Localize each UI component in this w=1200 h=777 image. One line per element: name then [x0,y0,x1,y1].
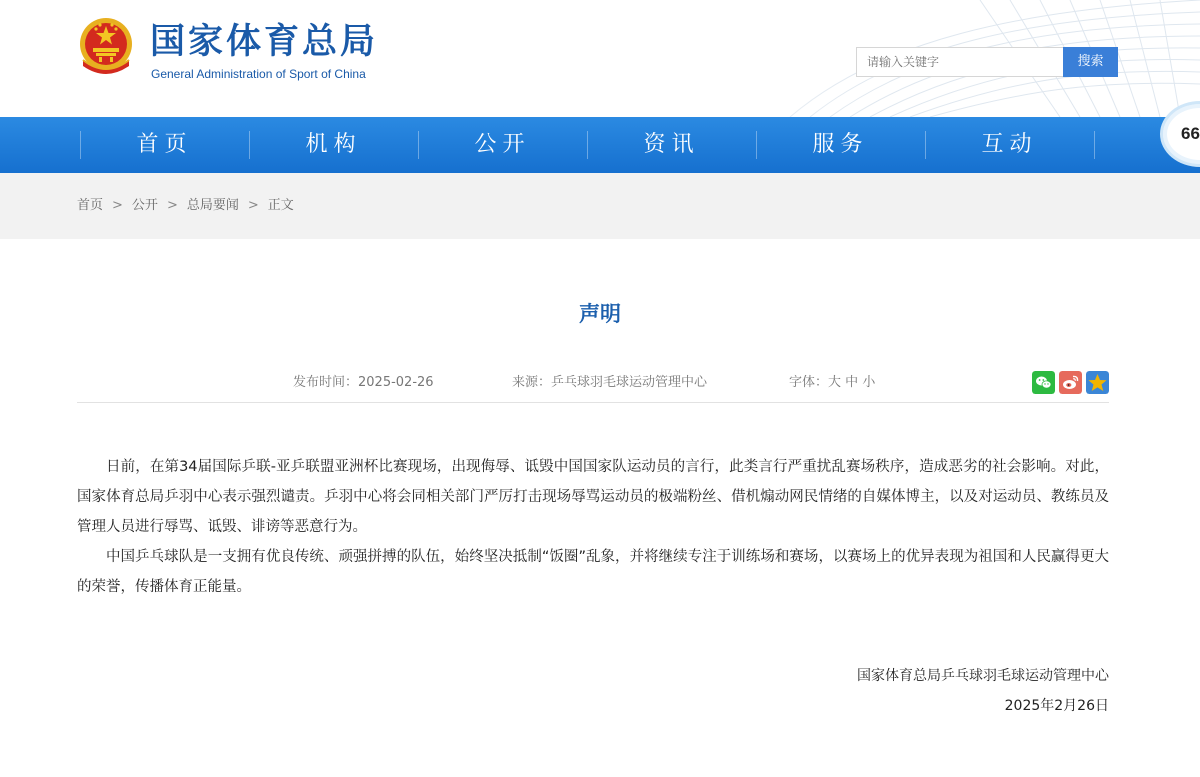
qzone-icon[interactable] [1086,371,1109,394]
breadcrumb-separator: > [112,198,123,213]
floating-badge-text: 66 [1181,124,1200,143]
nav-item-services[interactable]: 服务 [812,132,869,157]
nav-item-news[interactable]: 资讯 [643,132,700,157]
article-paragraph: 中国乒乓球队是一支拥有优良传统、顽强拼搏的队伍，始终坚决抵制“饭圈”乱象，并将继续专注于训练场和赛场，以赛场上的优异表现为祖国和人民赢得更大的荣誉，传播体育正能量。 [77,549,1109,595]
breadcrumb-item-current: 正文 [267,198,294,213]
main-nav [0,117,1200,173]
breadcrumb-item-public[interactable]: 公开 [131,198,158,213]
nav-item-home[interactable]: 首页 [136,132,193,157]
wechat-icon[interactable] [1032,371,1055,394]
search-input[interactable] [856,47,1064,77]
breadcrumb [77,198,294,214]
site-title[interactable]: 国家体育总局 [150,22,379,62]
nav-item-organization[interactable]: 机构 [305,132,362,157]
site-header [0,0,1200,117]
meta-divider [77,402,1109,403]
breadcrumb-separator: > [166,198,178,213]
font-size-label: 字体： [789,375,829,390]
signature-organization: 国家体育总局乒乓球羽毛球运动管理中心 [857,668,1109,684]
weibo-icon[interactable] [1059,371,1082,394]
nav-separator [1094,131,1095,159]
breadcrumb-bar [0,173,1200,239]
breadcrumb-separator: > [247,198,259,213]
breadcrumb-item-news[interactable]: 总局要闻 [186,198,239,213]
article-paragraph: 日前，在第34届国际乒联-亚乒联盟亚洲杯比赛现场，出现侮辱、诋毁中国国家队运动员的言行，此类言行严重扰乱赛场秩序，造成恶劣的社会影响。对此，国家体育总局乒羽中心表示强烈谴责。乒羽中心将会同相关部门严厉打击现场辱骂运动员的极端粉丝、借机煽动网民情绪的自媒体博主，以及对运动员、教练员及管理人员进行辱骂、诋毁、诽谤等恶意行为。 [77,459,1109,535]
article-title: 声明 [579,302,621,326]
font-size-medium[interactable]: 中 [845,375,859,390]
font-size-small[interactable]: 小 [862,375,876,390]
article-source: 来源：乒乓球羽毛球运动管理中心 [512,375,708,390]
signature-date: 2025年2月26日 [1004,698,1109,714]
font-size-control [789,374,875,392]
nav-item-interaction[interactable]: 互动 [981,132,1038,157]
font-size-large[interactable]: 大 [828,375,842,390]
nav-item-public[interactable]: 公开 [474,132,531,157]
search-button[interactable]: 搜索 [1063,47,1118,77]
site-subtitle: General Administration of Sport of China [151,67,366,81]
breadcrumb-item-home[interactable]: 首页 [77,198,104,213]
article-body [77,452,1109,602]
national-emblem-icon [77,16,135,78]
publish-time: 发布时间：2025-02-26 [293,375,434,390]
